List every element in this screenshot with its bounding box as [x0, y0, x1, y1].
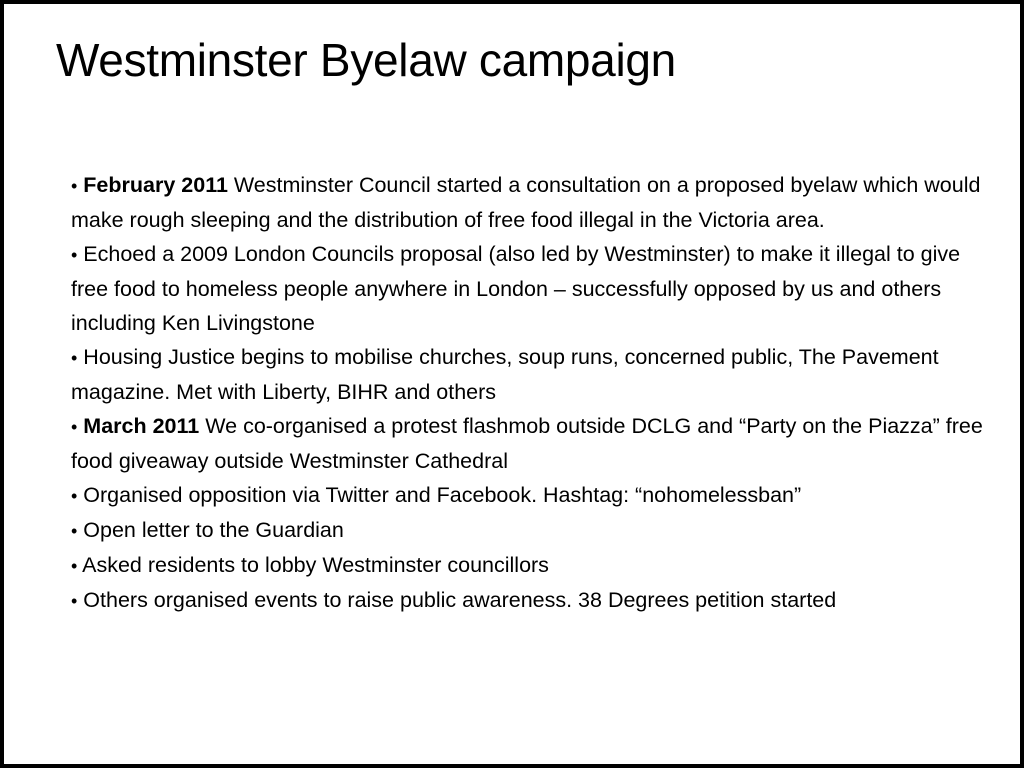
bullet-item-housing-justice	[71, 340, 1001, 409]
bullet-marker: •	[71, 591, 78, 611]
bullet-date-label: March 2011	[83, 414, 200, 438]
bullet-item-lobby-councillors	[71, 548, 1001, 583]
slide-title: Westminster Byelaw campaign	[56, 34, 676, 86]
bullet-marker: •	[71, 245, 78, 265]
bullet-list	[71, 168, 1001, 618]
bullet-item-london-councils-proposal	[71, 237, 1001, 340]
bullet-item-public-awareness	[71, 583, 1001, 618]
bullet-item-twitter-facebook	[71, 478, 1001, 513]
bullet-text: Organised opposition via Twitter and Facebook. Hashtag: “nohomelessban”	[83, 483, 802, 507]
bullet-marker: •	[71, 556, 78, 576]
bullet-marker: •	[71, 417, 78, 437]
bullet-item-open-letter	[71, 513, 1001, 548]
bullet-text: Westminster Council started a consultation on a proposed byelaw which would make rough sleeping and the distribution of free food illegal in the Victoria area.	[71, 173, 981, 232]
bullet-date-label: February 2011	[83, 173, 228, 197]
bullet-item-march-2011	[71, 409, 1001, 478]
bullet-text: Asked residents to lobby Westminster councillors	[82, 553, 549, 577]
bullet-text: Housing Justice begins to mobilise churches, soup runs, concerned public, The Pavement magazine. Met with Liberty, BIHR and others	[71, 345, 939, 404]
bullet-marker: •	[71, 521, 78, 541]
bullet-item-february-2011	[71, 168, 1001, 237]
bullet-text: We co-organised a protest flashmob outside DCLG and “Party on the Piazza” free food giveaway outside Westminster Cathedral	[71, 414, 983, 473]
bullet-text: Echoed a 2009 London Councils proposal (also led by Westminster) to make it illegal to give free food to homeless people anywhere in London – successfully opposed by us and others including Ken Livingstone	[71, 242, 961, 335]
bullet-marker: •	[71, 348, 78, 368]
bullet-text: Open letter to the Guardian	[83, 518, 344, 542]
bullet-text: Others organised events to raise public awareness. 38 Degrees petition started	[83, 588, 837, 612]
bullet-marker: •	[71, 486, 78, 506]
bullet-marker: •	[71, 176, 78, 196]
